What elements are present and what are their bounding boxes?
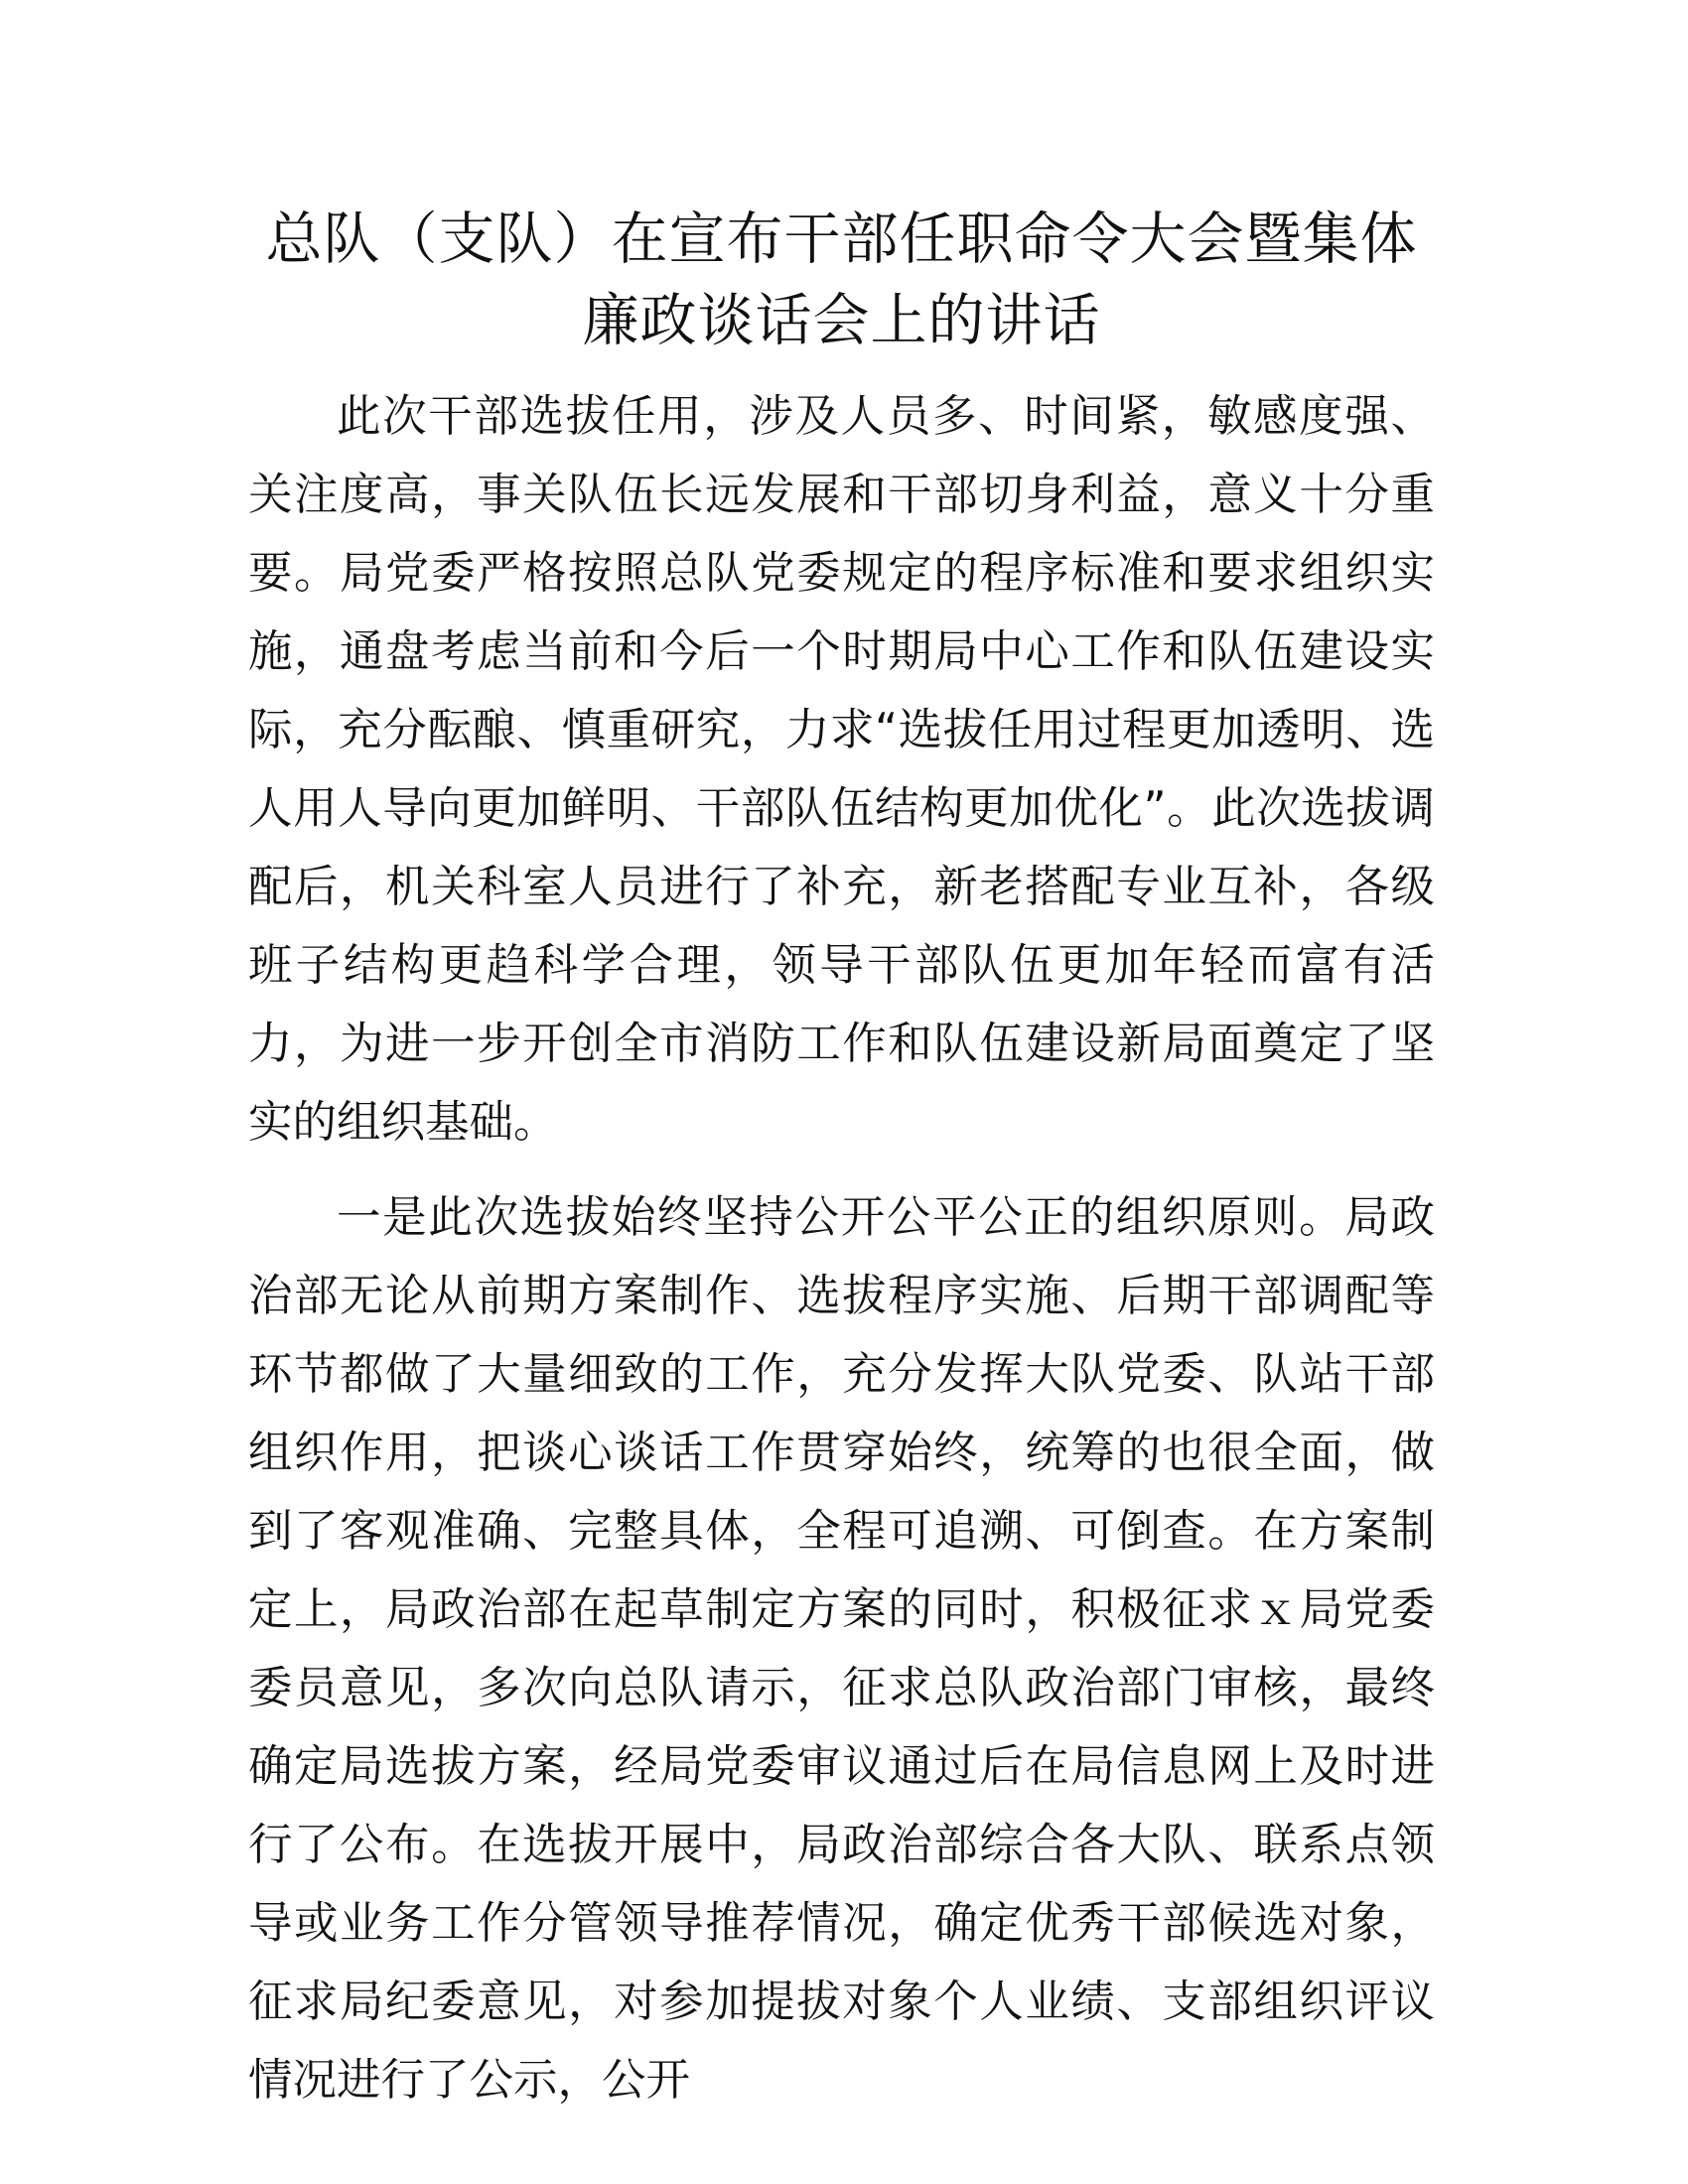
document-body xyxy=(248,199,1435,2119)
document-title-line-2: 廉政谈话会上的讲话 xyxy=(582,288,1101,353)
paragraph-principle-one: 一是此次选拔始终坚持公开公平公正的组织原则。局政治部无论从前期方案制作、选拔程序实施、后期干部调配等环节都做了大量细致的工作，充分发挥大队党委、队站干部组织作用，把谈心谈话工作贯穿始终，统筹的也很全面，做到了客观准确、完整具体，全程可追溯、可倒查。在方案制定上，局政治部在起草制定方案的同时，积极征求ｘ局党委委员意见，多次向总队请示，征求总队政治部门审核，最终确定局选拔方案，经局党委审议通过后在局信息网上及时进行了公布。在选拔开展中，局政治部综合各大队、联系点领导或业务工作分管领导推荐情况，确定优秀干部候选对象，征求局纪委意见，对参加提拔对象个人业绩、支部组织评议情况进行了公示，公开 xyxy=(248,1192,1435,2106)
paragraph-intro: 此次干部选拔任用，涉及人员多、时间紧，敏感度强、关注度高，事关队伍长远发展和干部切身利益，意义十分重要。局党委严格按照总队党委规定的程序标准和要求组织实施，通盘考虑当前和今后一个时期局中心工作和队伍建设实际，充分酝酿、慎重研究，力求“选拔任用过程更加透明、选人用人导向更加鲜明、干部队伍结构更加优化”。此次选拔调配后，机关科室人员进行了补充，新老搭配专业互补，各级班子结构更趋科学合理，领导干部队伍更加年轻而富有活力，为进一步开创全市消防工作和队伍建设新局面奠定了坚实的组织基础。 xyxy=(248,391,1435,1148)
document-title xyxy=(248,199,1435,361)
document-title-line-1: 总队（支队）在宣布干部任职命令大会暨集体 xyxy=(265,206,1418,272)
